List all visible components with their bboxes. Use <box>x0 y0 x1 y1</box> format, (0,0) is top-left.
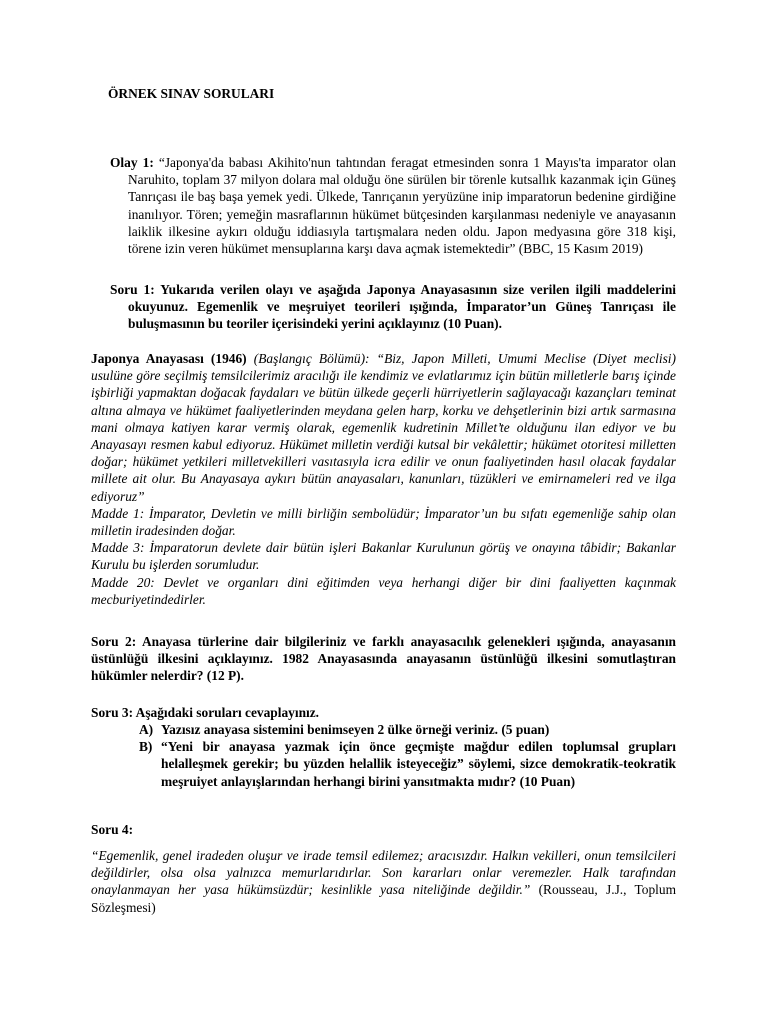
list-marker: B) <box>139 739 153 755</box>
olay-1-label: Olay 1: <box>110 155 154 170</box>
soru-3-heading: Soru 3: Aşağıdaki soruları cevaplayınız. <box>91 705 320 720</box>
list-marker: A) <box>139 722 154 737</box>
constitution-excerpt <box>91 350 676 608</box>
soru-2-paragraph: Soru 2: Anayasa türlerine dair bilgileriniz ve farklı anayasacılık gelenekleri ışığında, anayasanın üstünlüğü ilkesini açıklayınız. 1982 Anayasasında anayasanın üstünlüğü ilkesini somutlaştıran hükümler nelerdir? (12 P). <box>91 634 676 684</box>
soru-3-list <box>91 721 676 790</box>
constitution-preamble <box>91 350 676 505</box>
olay-1-text: “Japonya'da babası Akihito'nun tahtından feragat etmesinden sonra 1 Mayıs'ta imparator olan Naruhito, toplam 37 milyon dolara mal olduğu öne sürülen bir törenle kutsallık kazanmak için Güneş Tanrıçası ile baş başa yemek yedi. Ülkede, Tanrıçanın yeryüzüne inip imparatorun bedenine girdiğine inanılıyor. Tören; yemeğin masraflarının hükümet bütçesinden karşılanması nedeniyle ve anayasanın laiklik ilkesine aykırı olduğu iddiasıyla tartışmalara neden oldu. Japon medyasına göre 318 kişi, törene izin veren hükümet mensuplarına karşı dava açmak istemektedir” (BBC, 15 Kasım 2019) <box>128 155 677 257</box>
list-item <box>91 738 676 790</box>
quote-source: (Rousseau, J.J., Toplum Sözleşmesi) <box>91 882 676 915</box>
rousseau-quote <box>91 847 676 916</box>
page-title: ÖRNEK SINAV SORULARI <box>108 86 275 101</box>
madde-1: Madde 1: İmparator, Devletin ve milli birliğin sembolüdür; İmparator’un bu sıfatı egemenliğe sahip olan milletin iradesinden doğar. <box>91 505 676 539</box>
madde-20: Madde 20: Devlet ve organları dini eğitimden veya herhangi diğer bir dini faaliyetten kaçınmak mecburiyetindedirler. <box>91 574 676 607</box>
constitution-preamble-text: (Başlangıç Bölümü): “Biz, Japon Milleti, Umumi Meclise (Diyet meclisi) usulüne göre seçilmiş temsilcilerimiz aracılığı ile kendimiz ve evlatlarımız için bütün milletlerle barış içinde işbirliği yapmaktan doğacak faydaları ve bütün ülkede geçerli hürriyetlerin sağlayacağı kazançları teminat altına almaya ve hükümet faaliyetlerinden meydana gelen harp, korku ve dehşetlerinin bizi artık sarmasına mani olmaya katiyen karar vermiş olarak, egemenlik kudretinin Millet’te olduğunu ilan ediyor ve bu Anayasayı resmen kabul ediyoruz. Hükümet milletin verdiği kutsal bir vekâlettir; hükümet otoritesi milletten doğar; hükümet yetkileri milletvekilleri vasıtasıyla icra edilir ve onun faaliyetinden hasıl olacak faydalar millete ait olur. Bu Anayasaya aykırı bütün anayasaları, kanunları, tüzükleri ve emirnameleri red ve ilga ediyoruz” <box>91 351 676 504</box>
madde-3: Madde 3: İmparatorun devlete dair bütün işleri Bakanlar Kurulunun görüş ve onayına tâbidir; Bakanlar Kurulu bu işlerden sorumludur. <box>91 540 676 573</box>
soru-4-heading: Soru 4: <box>91 822 134 837</box>
list-item-text: “Yeni bir anayasa yazmak için önce geçmişte mağdur edilen toplumsal grupları helalleşmek gerekir; bu yüzden helallik isteyeceğiz” söylemi, sizce demokratik-teokratik meşruiyet anlayışlarından herhangi birini yansıtmakta mıdır? (10 Puan) <box>161 739 676 789</box>
constitution-heading: Japonya Anayasası (1946) <box>91 351 247 366</box>
quote-text: “Egemenlik, genel iradeden oluşur ve irade temsil edilemez; aracısızdır. Halkın vekilleri, onun temsilcileri değildirler, olsa olsa yalnızca memurlarıdırlar. Son kararları onlar veremezler. Halk tarafından onaylanmayan her yasa hükümsüzdür; kesinlikle yasa niteliğinde değildir.” <box>91 848 676 898</box>
list-item <box>91 721 676 738</box>
list-item-text: Yazısız anayasa sistemini benimseyen 2 ülke örneği veriniz. (5 puan) <box>161 722 550 737</box>
soru-1-paragraph: Soru 1: Yukarıda verilen olayı ve aşağıda Japonya Anayasasının size verilen ilgili maddelerini okuyunuz. Egemenlik ve meşruiyet teorileri ışığında, İmparator’un Güneş Tanrıçası ile buluşmasının bu teoriler içerisindeki yerini açıklayınız (10 Puan). <box>110 282 676 332</box>
olay-1-paragraph <box>110 154 676 257</box>
